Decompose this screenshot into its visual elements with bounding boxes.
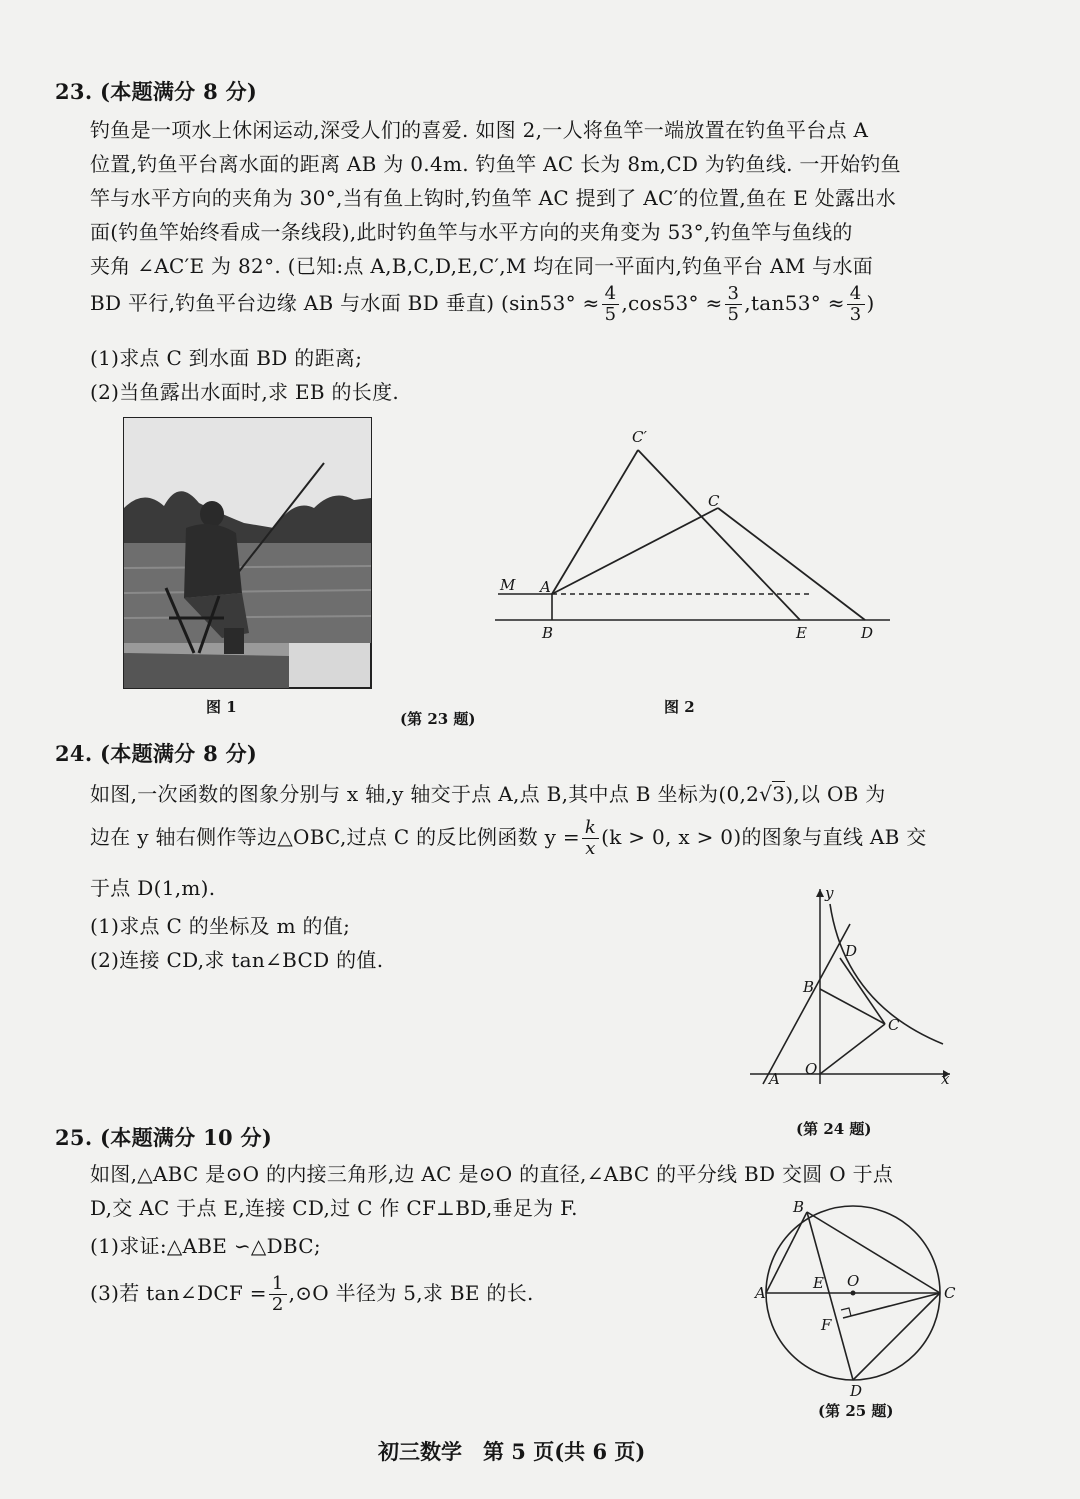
label-E: E — [813, 1274, 824, 1292]
q25-heading: 25. (本题满分 10 分) — [55, 1125, 273, 1150]
fig25-circle — [755, 1198, 965, 1400]
q23-line-3: 竿与水平方向的夹角为 30°,当有鱼上钩时,钓鱼竿 AC 提到了 AC′的位置,鱼在 E 处露出水 — [90, 186, 896, 210]
label-A: A — [755, 1284, 766, 1302]
label-A: A — [769, 1070, 780, 1088]
q24-line-3: 于点 D(1,m). — [90, 876, 216, 900]
label-B: B — [803, 978, 815, 996]
q25-sub-1: (1)求证:△ABE ∽△DBC; — [90, 1234, 321, 1258]
fig1-caption: 图 1 — [206, 698, 237, 716]
k-over-x-fraction: $\frac{k}{x}$ — [582, 818, 599, 859]
q23-line-4: 面(钓鱼竿始终看成一条线段),此时钓鱼竿与水平方向的夹角变为 53°,钓鱼竿与鱼线的 — [90, 220, 853, 244]
q24-heading: 24. (本题满分 8 分) — [55, 741, 258, 766]
label-A: A — [540, 578, 551, 596]
q24-caption: (第 24 题) — [796, 1120, 872, 1138]
q24-line-2: 边在 y 轴右侧作等边△OBC,过点 C 的反比例函数 y = $\frac{k}{x}$ (k > 0, x > 0)的图象与直线 AB 交 — [90, 817, 927, 859]
fisherman-photo — [124, 418, 371, 688]
sqrt-icon: √ — [759, 782, 773, 806]
label-x: x — [941, 1070, 950, 1088]
q24-sub-2: (2)连接 CD,求 tan∠BCD 的值. — [90, 948, 384, 972]
label-C: C — [708, 492, 720, 510]
label-C: C — [944, 1284, 956, 1302]
fig24-coordinate-graph — [745, 884, 960, 1094]
tan-dcf-fraction: $\frac{1}{2}$ — [269, 1274, 287, 1315]
q23-caption: (第 23 题) — [400, 710, 476, 728]
q23-line-2: 位置,钓鱼平台离水面的距离 AB 为 0.4m. 钓鱼竿 AC 长为 8m,CD 为钓鱼线. 一开始钓鱼 — [90, 152, 901, 176]
label-D: D — [845, 942, 858, 960]
q25-caption: (第 25 题) — [818, 1402, 894, 1420]
q23-heading: 23. (本题满分 8 分) — [55, 79, 258, 104]
label-C: C — [888, 1016, 900, 1034]
page-footer: 初三数学 第 5 页(共 6 页) — [378, 1439, 646, 1464]
tan53-fraction: $\frac{4}{3}$ — [847, 284, 865, 325]
label-M: M — [500, 576, 516, 594]
label-O: O — [805, 1060, 818, 1078]
q23-sub-2: (2)当鱼露出水面时,求 EB 的长度. — [90, 380, 400, 404]
label-F: F — [821, 1316, 832, 1334]
q25-line-2: D,交 AC 于点 E,连接 CD,过 C 作 CF⊥BD,垂足为 F. — [90, 1196, 578, 1220]
label-B: B — [542, 624, 554, 642]
sin53-fraction: $\frac{4}{5}$ — [602, 284, 620, 325]
q25-sub-2: (3)若 tan∠DCF = $\frac{1}{2}$ ,⊙O 半径为 5,求 BE 的长. — [90, 1273, 534, 1315]
q24-line-1: 如图,一次函数的图象分别与 x 轴,y 轴交于点 A,点 B,其中点 B 坐标为(0,2√3),以 OB 为 — [90, 782, 886, 806]
fig2-caption: 图 2 — [664, 698, 695, 716]
label-D: D — [850, 1382, 863, 1400]
label-D: D — [861, 624, 874, 642]
q23-line-1: 钓鱼是一项水上休闲运动,深受人们的喜爱. 如图 2,一人将鱼竿一端放置在钓鱼平台点 A — [90, 118, 869, 142]
label-C-prime: C′ — [632, 428, 647, 446]
q25-line-1: 如图,△ABC 是⊙O 的内接三角形,边 AC 是⊙O 的直径,∠ABC 的平分线 BD 交圆 O 于点 — [90, 1162, 894, 1186]
q24-sub-1: (1)求点 C 的坐标及 m 的值; — [90, 914, 351, 938]
fig2-geometry — [480, 420, 910, 650]
label-O: O — [847, 1272, 860, 1290]
label-E: E — [796, 624, 807, 642]
q23-line-6: BD 平行,钓鱼平台边缘 AB 与水面 BD 垂直) (sin53° ≈ $\frac{4}{5}$ ,cos53° ≈ $\frac{3}{5}$ ,tan53° ≈ $\frac{4}{3}$ ) — [90, 283, 875, 325]
q23-line-5: 夹角 ∠AC′E 为 82°. (已知:点 A,B,C,D,E,C′,M 均在同一平面内,钓鱼平台 AM 与水面 — [90, 254, 874, 278]
cos53-fraction: $\frac{3}{5}$ — [725, 284, 743, 325]
label-B: B — [793, 1198, 805, 1216]
q23-sub-1: (1)求点 C 到水面 BD 的距离; — [90, 346, 363, 370]
label-y: y — [825, 884, 834, 902]
